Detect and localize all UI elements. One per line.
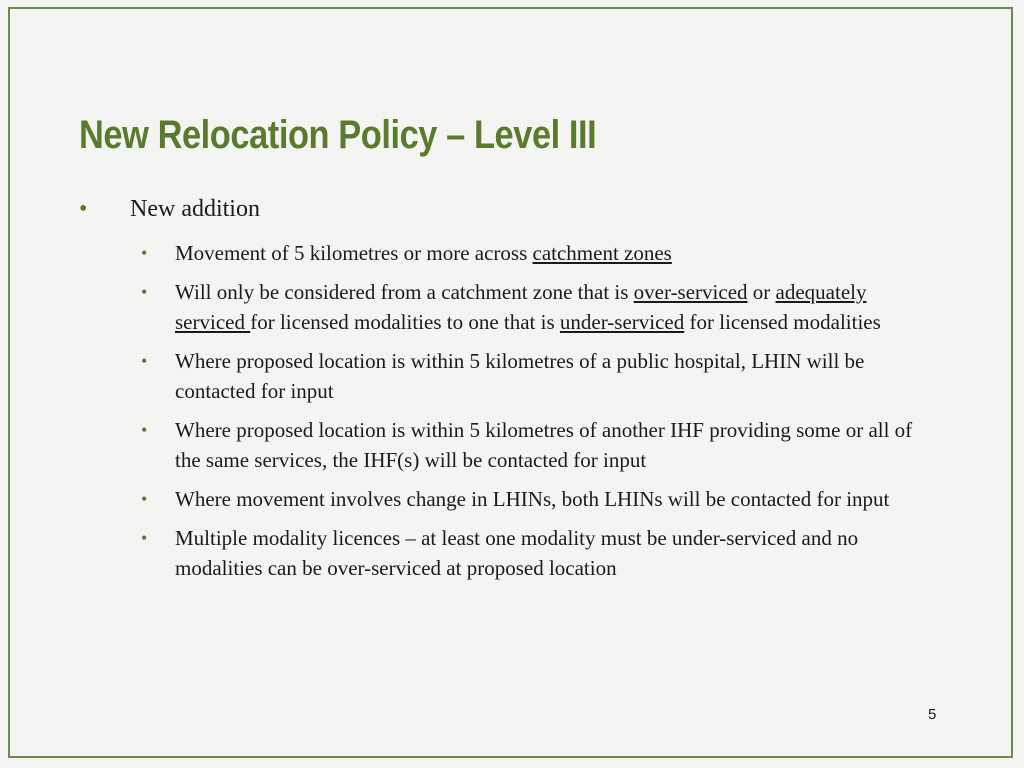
slide-title: New Relocation Policy – Level III — [79, 113, 597, 157]
underlined-term: adequately serviced — [175, 280, 867, 334]
page-number: 5 — [928, 706, 937, 723]
bullet-icon: • — [141, 243, 148, 263]
bullet-icon: • — [141, 528, 148, 548]
sub-bullet-item — [141, 415, 941, 475]
sub-bullet-list — [141, 238, 941, 592]
sub-bullet-item — [141, 484, 941, 514]
sub-bullet-item — [141, 523, 941, 583]
item-text: Multiple modality licences – at least one modality must be under-serviced and no modalities can be over-serviced at proposed location — [175, 526, 859, 580]
item-text: for licensed modalities — [684, 310, 881, 334]
item-text: Will only be considered from a catchment zone that is — [175, 280, 634, 304]
item-text: or — [747, 280, 776, 304]
bullet-icon: • — [141, 489, 148, 509]
underlined-term: catchment zones — [532, 241, 672, 265]
item-text: Where proposed location is within 5 kilometres of a public hospital, LHIN will be contacted for input — [175, 349, 865, 403]
sub-bullet-item — [141, 346, 941, 406]
sub-bullet-item — [141, 238, 941, 268]
item-text: for licensed modalities to one that is — [250, 310, 560, 334]
bullet-icon: • — [79, 196, 88, 222]
underlined-term: under-serviced — [559, 310, 685, 334]
sub-bullet-item — [141, 277, 941, 337]
item-text: Where proposed location is within 5 kilometres of another IHF providing some or all of the same services, the IHF(s) will be contacted for input — [175, 418, 913, 472]
bullet-icon: • — [141, 351, 148, 371]
item-text: Movement of 5 kilometres or more across — [175, 241, 533, 265]
main-bullet-text: New addition — [130, 196, 260, 222]
bullet-icon: • — [141, 420, 148, 440]
item-text: Where movement involves change in LHINs, both LHINs will be contacted for input — [175, 487, 890, 511]
bullet-icon: • — [141, 282, 148, 302]
underlined-term: over-serviced — [633, 280, 748, 304]
